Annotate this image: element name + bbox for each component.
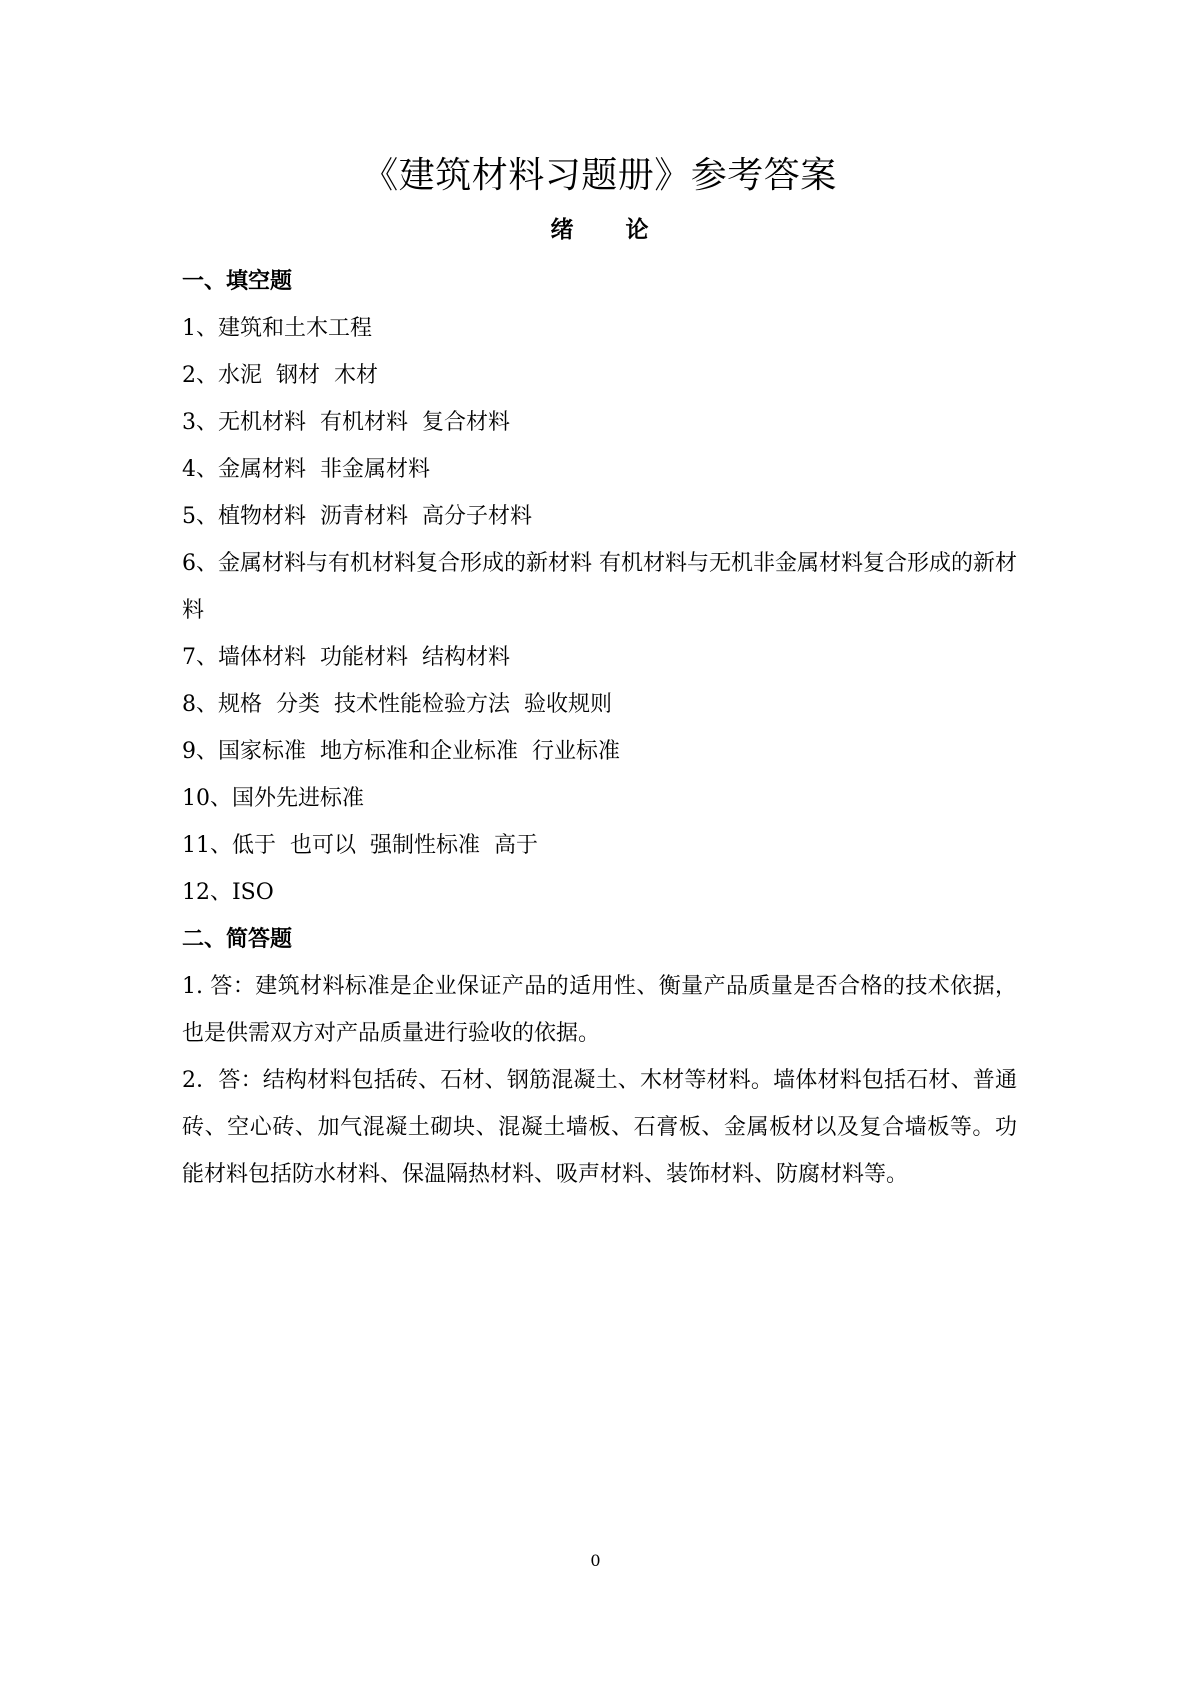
answer-paragraph: 1. 答：建筑材料标准是企业保证产品的适用性、衡量产品质量是否合格的技术依据，也是供需双方对产品质量进行验收的依据。: [182, 974, 1017, 1046]
answer-paragraph: 2．答：结构材料包括砖、石材、钢筋混凝土、木材等材料。墙体材料包括石材、普通砖、空心砖、加气混凝土砌块、混凝土墙板、石膏板、金属板材以及复合墙板等。功能材料包括防水材料、保温隔热材料、吸声材料、装饰材料、防腐材料等。: [182, 1068, 1017, 1187]
answer-item: 4、金属材料 非金属材料: [182, 457, 430, 482]
answer-item: 9、国家标准 地方标准和企业标准 行业标准: [182, 739, 620, 764]
answer-item: 11、低于 也可以 强制性标准 高于: [182, 833, 538, 858]
document-title: 《建筑材料习题册》参考答案: [362, 155, 837, 196]
answer-item: 1、建筑和土木工程: [182, 316, 372, 341]
answer-item: 3、无机材料 有机材料 复合材料: [182, 410, 510, 435]
answer-item: 12、ISO: [182, 880, 274, 905]
section-heading-short-answer: 二、简答题: [182, 926, 293, 952]
page-number: 0: [590, 1551, 601, 1570]
answer-item: 10、国外先进标准: [182, 786, 364, 811]
answer-item: 8、规格 分类 技术性能检验方法 验收规则: [182, 692, 612, 717]
answer-item: 5、植物材料 沥青材料 高分子材料: [182, 504, 532, 529]
chapter-title: 绪 论: [550, 216, 671, 243]
answer-item: 2、水泥 钢材 木材: [182, 363, 378, 388]
page-content: [182, 150, 1017, 1198]
answer-item: 7、墙体材料 功能材料 结构材料: [182, 645, 510, 670]
answer-item: 6、金属材料与有机材料复合形成的新材料 有机材料与无机非金属材料复合形成的新材料: [182, 551, 1017, 623]
fill-in-section: [182, 258, 1017, 916]
short-answer-section: [182, 916, 1017, 1198]
section-heading-fill-in: 一、填空题: [182, 268, 293, 294]
